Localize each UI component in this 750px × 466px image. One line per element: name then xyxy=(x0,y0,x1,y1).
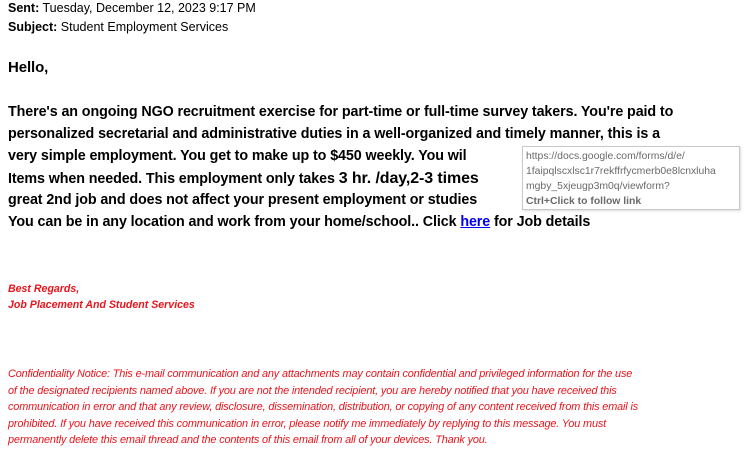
sent-value: Tuesday, December 12, 2023 9:17 PM xyxy=(42,1,256,15)
body-line: There's an ongoing NGO recruitment exercise for part-time or full-time survey takers. You're paid to xyxy=(8,104,674,120)
tooltip-url: mgby_5xjeugp3m0q/viewform? xyxy=(526,181,670,192)
tooltip-url: https://docs.google.com/forms/d/e/ xyxy=(526,151,685,162)
confidentiality-line: communication in error and that any review, disclosure, dissemination, distribution, or copying of any content received from this email is xyxy=(8,401,639,413)
subject-label: Subject: xyxy=(8,20,58,34)
body-line xyxy=(8,214,590,230)
confidentiality-line: of the designated recipients named above. If you are not the intended recipient, you are hereby notified that you have received this xyxy=(8,384,617,397)
body-line xyxy=(8,170,479,188)
tooltip-hint: Ctrl+Click to follow link xyxy=(526,196,642,207)
body-text-large: 3 hr. /day,2-3 times xyxy=(338,170,479,187)
link-tooltip xyxy=(522,146,740,210)
signature-regards: Best Regards, xyxy=(8,283,80,295)
body-text: for Job details xyxy=(490,214,591,230)
confidentiality-line: permanently delete this email thread and the contents of this email from all of your devices. Thank you. xyxy=(8,434,488,446)
job-details-link[interactable]: here xyxy=(460,214,491,230)
subject-value: Student Employment Services xyxy=(60,20,229,34)
tooltip-url: 1faipqlscxlsc1r7rekffrfycmerb0e8lcnxluha xyxy=(526,166,716,177)
sent-label: Sent: xyxy=(8,1,40,15)
confidentiality-line: Confidentiality Notice: This e-mail communication and any attachments may contain confidential and privileged information for the use xyxy=(8,368,633,380)
subject-line xyxy=(8,20,228,34)
body-text: Items when needed. This employment only takes xyxy=(8,171,339,187)
confidentiality-line: prohibited. If you have received this communication in error, please notify me immediately by replying to this message. You must xyxy=(8,417,607,430)
body-line: personalized secretarial and administrative duties in a well-organized and timely manner, this is a xyxy=(8,126,660,142)
signature-name: Job Placement And Student Services xyxy=(8,299,195,311)
body-line: great 2nd job and does not affect your present employment or studies xyxy=(8,192,478,208)
body-line: very simple employment. You get to make up to $450 weekly. You wil xyxy=(8,148,467,164)
sent-line xyxy=(8,1,256,15)
body-text: You can be in any location and work from your home/school.. Click xyxy=(8,214,461,230)
greeting: Hello, xyxy=(8,59,49,76)
